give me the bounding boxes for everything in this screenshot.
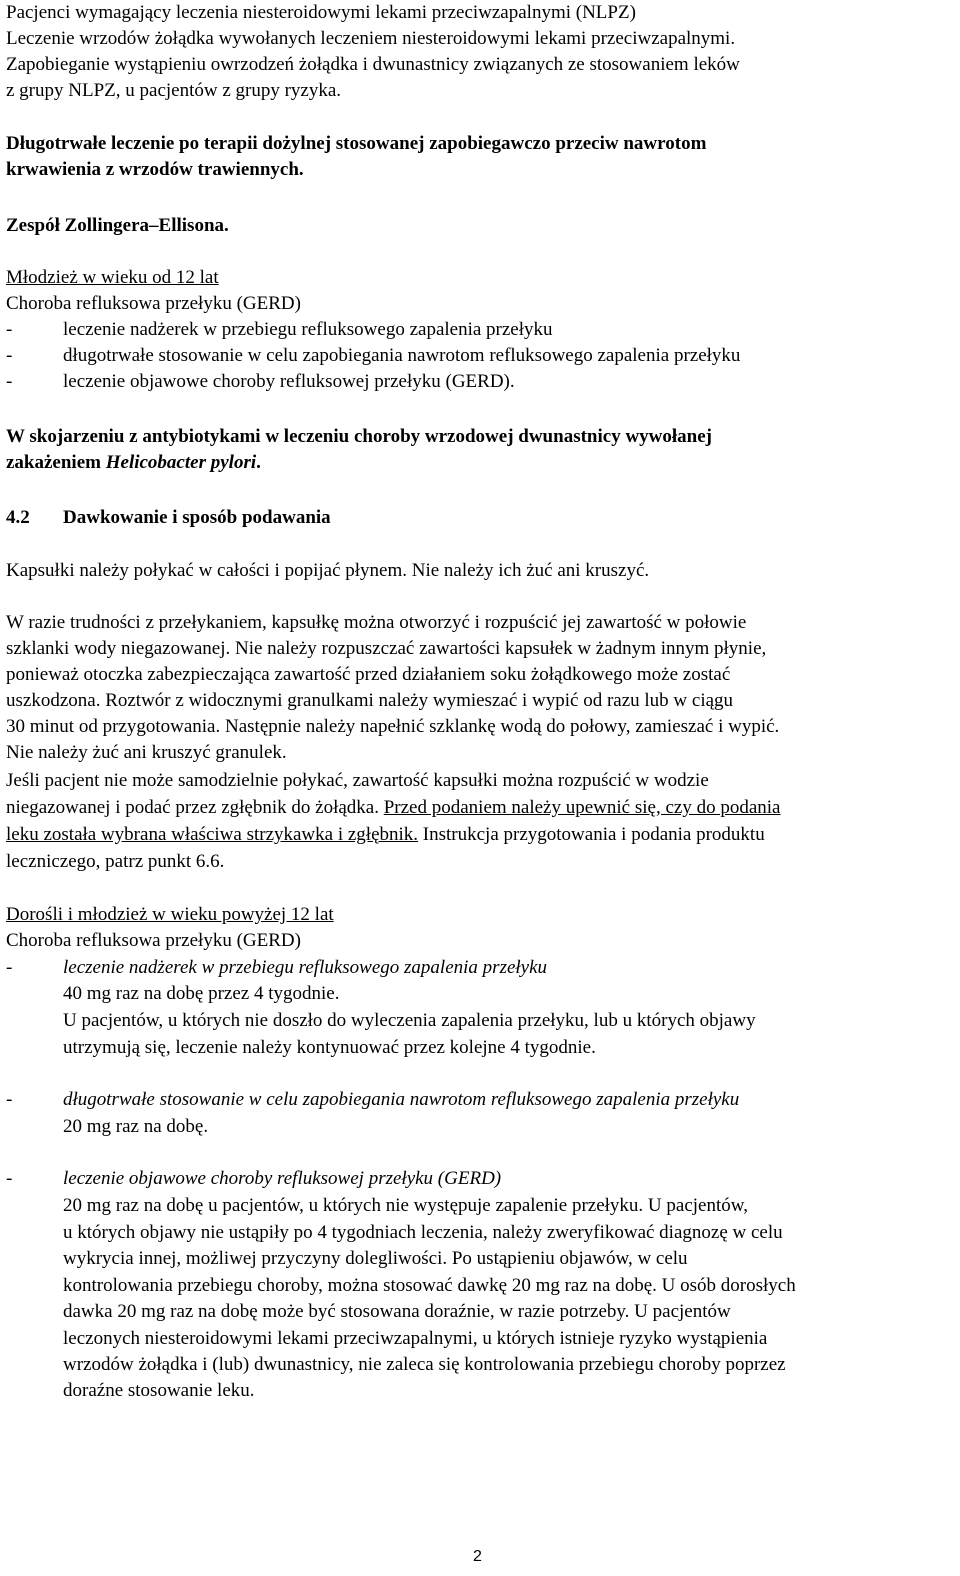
adolescents-list-item (6, 317, 553, 343)
dosage-line: wrzodów żołądka i (lub) dwunastnicy, nie zaleca się kontrolowania przebiegu choroby poprzez (63, 1354, 786, 1375)
dosage-line: U pacjentów, u których nie doszło do wyleczenia zapalenia przełyku, lub u których objawy (63, 1010, 756, 1031)
adults-list-item-title (6, 955, 547, 981)
dosage-line: dawka 20 mg raz na dobę może być stosowana doraźnie, w razie potrzeby. U pacjentów (63, 1301, 731, 1322)
hp-suffix: . (256, 452, 261, 473)
adolescents-list-item (6, 343, 740, 369)
list-dash: - (6, 319, 13, 340)
adolescents-gerd: Choroba refluksowa przełyku (GERD) (6, 293, 301, 314)
admin-underlined-text: leku została wybrana właściwa strzykawka i zgłębnik. (6, 824, 419, 845)
adolescents-list-item (6, 369, 515, 395)
admin-text: Instrukcja przygotowania i podania produktu (418, 824, 765, 845)
dosage-line: leczonych niesteroidowymi lekami przeciwzapalnymi, u których istnieje ryzyko wystąpienia (63, 1328, 768, 1349)
adults-list-item-title (6, 1087, 739, 1113)
nlpz-heading: Pacjenci wymagający leczenia niesteroidowymi lekami przeciwzapalnymi (NLPZ) (6, 2, 636, 23)
admin-line: szklanki wody niegazowanej. Nie należy rozpuszczać zawartości kapsułek w żadnym innym płynie, (6, 638, 767, 659)
hp-italic: Helicobacter pylori (105, 452, 257, 473)
list-item-text: leczenie objawowe choroby refluksowej przełyku (GERD) (63, 1168, 502, 1189)
list-dash: - (6, 345, 13, 366)
adults-gerd: Choroba refluksowa przełyku (GERD) (6, 930, 301, 951)
list-item-text: długotrwałe stosowanie w celu zapobiegania nawrotom refluksowego zapalenia przełyku (63, 1089, 740, 1110)
admin-line: uszkodzona. Roztwór z widocznymi granulkami należy wymieszać i wypić od razu lub w ciągu (6, 690, 734, 711)
section-heading (6, 505, 331, 531)
hp-line: W skojarzeniu z antybiotykami w leczeniu choroby wrzodowej dwunastnicy wywołanej (6, 426, 712, 447)
admin-line: leczniczego, patrz punkt 6.6. (6, 851, 225, 872)
dosage-line: doraźne stosowanie leku. (63, 1380, 255, 1401)
adults-list-item-title (6, 1166, 501, 1192)
dosage-line: utrzymują się, leczenie należy kontynuować przez kolejne 4 tygodnie. (63, 1037, 596, 1058)
admin-line: ponieważ otoczka zabezpieczająca zawartość przed działaniem soku żołądkowego może zostać (6, 664, 731, 685)
list-dash: - (6, 1168, 13, 1189)
admin-line: Nie należy żuć ani kruszyć granulek. (6, 742, 287, 763)
adolescents-heading: Młodzież w wieku od 12 lat (6, 267, 219, 288)
list-item-text: długotrwałe stosowanie w celu zapobiegania nawrotom refluksowego zapalenia przełyku (63, 345, 741, 366)
dosage-line: wykrycia innej, możliwej przyczyny dolegliwości. Po ustąpieniu objawów, w celu (63, 1248, 688, 1269)
admin-underlined-text: Przed podaniem należy upewnić się, czy do podania (383, 797, 781, 818)
admin-line: 30 minut od przygotowania. Następnie należy napełnić szklankę wodą do połowy, zamieszać i wypić. (6, 716, 780, 737)
section-title: Dawkowanie i sposób podawania (63, 507, 331, 528)
dosage-line: 20 mg raz na dobę. (63, 1116, 209, 1137)
list-dash: - (6, 371, 13, 392)
list-dash: - (6, 1089, 13, 1110)
admin-line: Jeśli pacjent nie może samodzielnie połykać, zawartość kapsułki można rozpuścić w wodzie (6, 770, 709, 791)
hp-prefix: zakażeniem (6, 452, 106, 473)
list-item-text: leczenie nadżerek w przebiegu refluksowego zapalenia przełyku (63, 319, 553, 340)
page-number: 2 (473, 1548, 482, 1565)
dosage-line: u których objawy nie ustąpiły po 4 tygodniach leczenia, należy zweryfikować diagnozę w celu (63, 1222, 783, 1243)
zollinger-heading: Zespół Zollingera–Ellisona. (6, 215, 229, 236)
list-dash: - (6, 957, 13, 978)
nlpz-line: z grupy NLPZ, u pacjentów z grupy ryzyka. (6, 80, 342, 101)
admin-text: niegazowanej i podać przez zgłębnik do żołądka. (6, 797, 384, 818)
section-number: 4.2 (6, 507, 30, 528)
admin-line (6, 795, 780, 821)
nlpz-line: Leczenie wrzodów żołądka wywołanych leczeniem niesteroidowymi lekami przeciwzapalnymi. (6, 28, 736, 49)
adults-heading: Dorośli i młodzież w wieku powyżej 12 lat (6, 904, 334, 925)
dosage-line: 40 mg raz na dobę przez 4 tygodnie. (63, 983, 340, 1004)
nlpz-line: Zapobieganie wystąpieniu owrzodzeń żołądka i dwunastnicy związanych ze stosowaniem leków (6, 54, 740, 75)
admin-line (6, 822, 765, 848)
admin-paragraph-1: Kapsułki należy połykać w całości i popijać płynem. Nie należy ich żuć ani kruszyć. (6, 560, 650, 581)
dosage-line: kontrolowania przebiegu choroby, można stosować dawkę 20 mg raz na dobę. U osób dorosłych (63, 1275, 796, 1296)
list-item-text: leczenie nadżerek w przebiegu refluksowego zapalenia przełyku (63, 957, 548, 978)
hp-line (6, 450, 261, 476)
long-term-line: krwawienia z wrzodów trawiennych. (6, 159, 304, 180)
dosage-line: 20 mg raz na dobę u pacjentów, u których nie występuje zapalenie przełyku. U pacjentów, (63, 1195, 748, 1216)
long-term-line: Długotrwałe leczenie po terapii dożylnej stosowanej zapobiegawczo przeciw nawrotom (6, 133, 707, 154)
list-item-text: leczenie objawowe choroby refluksowej przełyku (GERD). (63, 371, 515, 392)
admin-line: W razie trudności z przełykaniem, kapsułkę można otworzyć i rozpuścić jej zawartość w połowie (6, 612, 747, 633)
